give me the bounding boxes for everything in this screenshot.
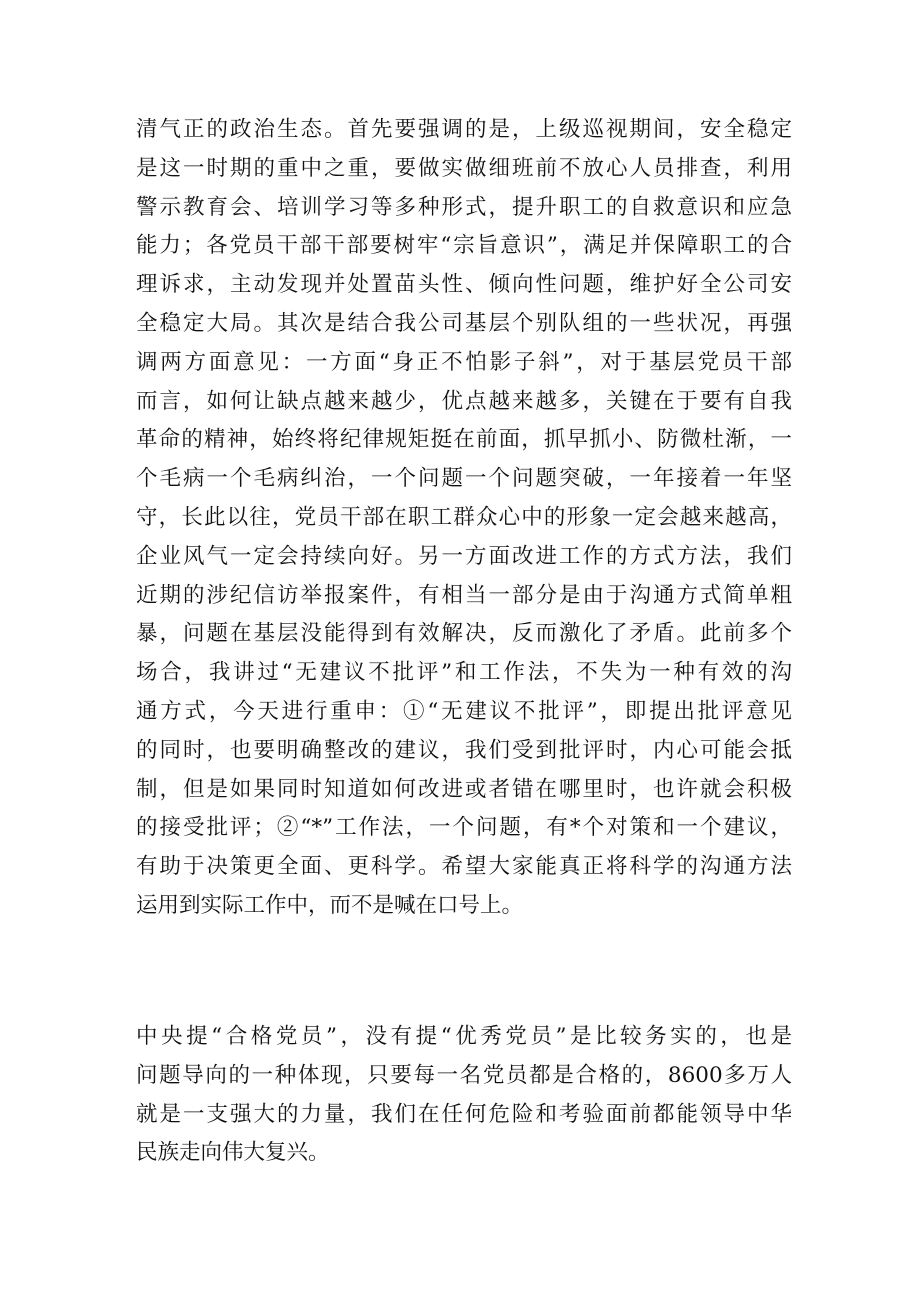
text-line: 是这一时期的重中之重，要做实做细班前不放心人员排查，利用	[136, 155, 792, 181]
body-paragraph-1	[136, 111, 792, 926]
text-line: 能力；各党员干部干部要树牢“宗旨意识”，满足并保障职工的合	[136, 233, 792, 259]
text-line: 理诉求，主动发现并处置苗头性、倾向性问题，维护好全公司安	[136, 272, 792, 298]
text-line: 清气正的政治生态。首先要强调的是，上级巡视期间，安全稳定	[136, 117, 792, 142]
text-line: 有助于决策更全面、更科学。希望大家能真正将科学的沟通方法	[136, 854, 792, 880]
text-line: 全稳定大局。其次是结合我公司基层个别队组的一些状况，再强	[136, 310, 792, 336]
text-line: 革命的精神，始终将纪律规矩挺在前面，抓早抓小、防微杜渐，一	[136, 427, 792, 453]
text-line: 近期的涉纪信访举报案件，有相当一部分是由于沟通方式简单粗	[136, 582, 792, 608]
text-line: 调两方面意见：一方面“身正不怕影子斜”，对于基层党员干部	[136, 349, 792, 375]
text-line: 暴，问题在基层没能得到有效解决，反而激化了矛盾。此前多个	[136, 621, 792, 647]
text-line: 的同时，也要明确整改的建议，我们受到批评时，内心可能会抵	[136, 737, 792, 763]
text-line: 就是一支强大的力量，我们在任何危险和考验面前都能领导中华	[136, 1101, 792, 1127]
text-line: 中央提“合格党员”，没有提“优秀党员”是比较务实的，也是	[136, 1024, 792, 1049]
text-line: 守，长此以往，党员干部在职工群众心中的形象一定会越来越高，	[136, 504, 792, 530]
text-line: 个毛病一个毛病纠治，一个问题一个问题突破，一年接着一年坚	[136, 466, 792, 492]
text-line: 场合，我讲过“无建议不批评”和工作法，不失为一种有效的沟	[136, 660, 792, 686]
text-line: 问题导向的一种体现，只要每一名党员都是合格的，8600多万人	[136, 1062, 792, 1088]
text-line: 制，但是如果同时知道如何改进或者错在哪里时，也许就会积极	[136, 776, 792, 802]
body-paragraph-2	[136, 1018, 792, 1173]
text-line: 的接受批评；②“*”工作法，一个问题，有*个对策和一个建议，	[136, 815, 792, 841]
text-line: 运用到实际工作中，而不是喊在口号上。	[136, 892, 524, 918]
text-line: 企业风气一定会持续向好。另一方面改进工作的方式方法，我们	[136, 543, 792, 569]
text-line: 通方式，今天进行重申：①“无建议不批评”，即提出批评意见	[136, 698, 792, 724]
text-line: 警示教育会、培训学习等多种形式，提升职工的自救意识和应急	[136, 194, 792, 220]
text-line: 民族走向伟大复兴。	[136, 1140, 330, 1166]
text-line: 而言，如何让缺点越来越少，优点越来越多，关键在于要有自我	[136, 388, 792, 414]
